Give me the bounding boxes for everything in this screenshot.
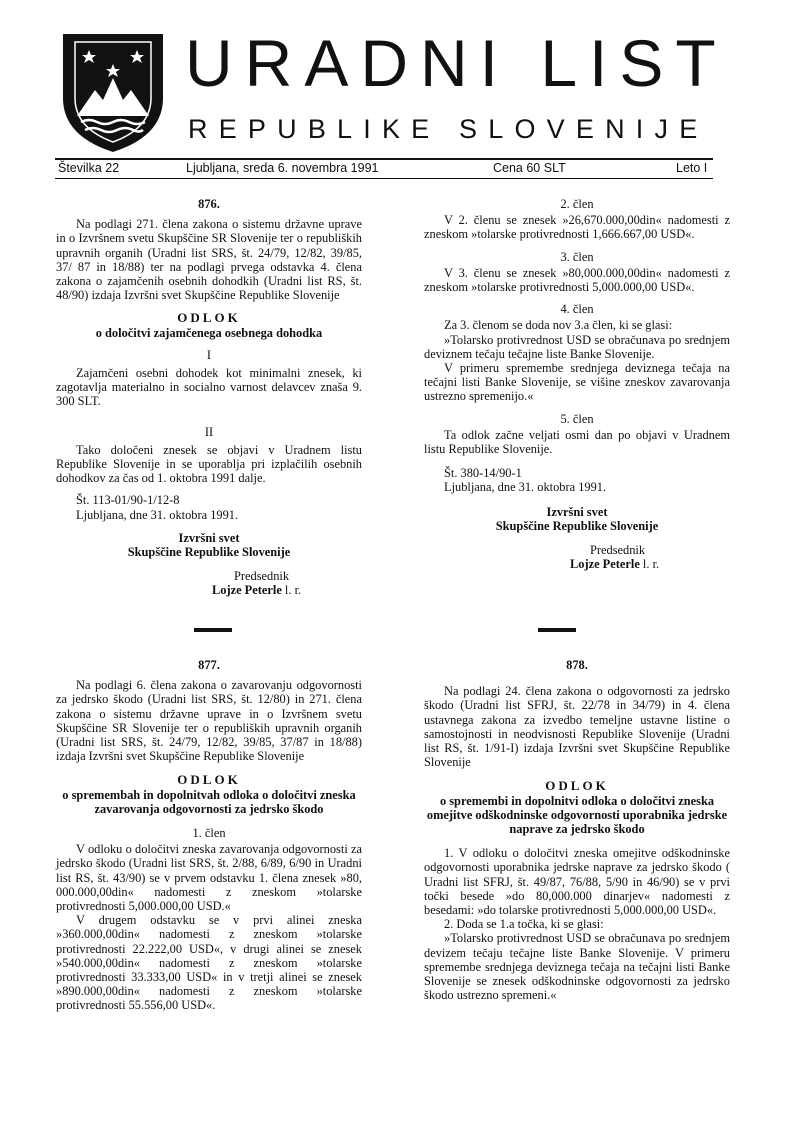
article-intro: Na podlagi 271. člena zakona o sistemu državne uprave in o Izvršnem svetu Skupščine SR Slovenije ter o republiških upravnih organih (Uradni list SRS, št. 24/79, 12/82, 39/85, 37/ 87 in 18/88) ter na podlagi prvega odstavka 4. člena zakona o zajamčenih osebnih dohodkih (Uradni list RS, št. 48/90) izdaja Izvršni svet Skupščine Republike Slovenije [56, 217, 362, 303]
masthead-rule-bottom [55, 178, 713, 179]
decree-title: o določitvi zajamčenega osebnega dohodka [95, 325, 323, 340]
article-clause-heading: 5. člen [560, 411, 594, 426]
article-intro: Na podlagi 6. člena zakona o zavarovanju odgovornosti za jedrsko škodo (Uradni list SRS, št. 12/80) in 271. člena zakona o sistemu državne uprave in o Izvršnem svetu Skupščine SR Slovenije ter o republiških upravnih organih (Uradni list SRS, št. 24/79, 12/82, 39/85, 37/87 in 18/88) izdaja Izvršni svet Skupščine Republike Slovenije [56, 678, 362, 764]
article-clause-heading: 2. člen [560, 197, 594, 211]
article-separator [194, 628, 232, 632]
signatory-suffix: l. r. [639, 557, 660, 572]
issue-place-date: Ljubljana, sreda 6. novembra 1991 [186, 161, 379, 175]
decree-title: o spremembah in dopolnitvah odloka o določitvi zneska zavarovanja odgovornosti za jedrsko škodo [62, 787, 356, 816]
issuer-line-1: Izvršni svet [546, 504, 608, 519]
section-text: Tako določeni znesek se objavi v Uradnem listu Republike Slovenije in se uporablja pri izplačilih osebnih dohodkov za čas od 1. oktobra 1991 dalje. [56, 442, 362, 486]
signatory-name: Lojze Peterle [212, 583, 282, 598]
decree-heading: ODLOK [177, 772, 241, 788]
decree-heading: ODLOK [545, 778, 609, 794]
clause-text: V 3. členu se znesek »80,000.000,00din« nadomesti z zneskom »tolarske protivrednosti 5,000.000,00 USD«. [424, 265, 730, 295]
clause-text: 2. Doda se 1.a točka, ki se glasi: [444, 917, 604, 932]
masthead-rule-top [55, 158, 713, 160]
section-number: I [206, 347, 212, 362]
article-number: 876. [198, 197, 220, 211]
issuer-line-2: Skupščine Republike Slovenije [127, 545, 291, 560]
clause-text: Za 3. členom se doda nov 3.a člen, ki se glasi: [444, 318, 673, 333]
article-877-continued [424, 197, 730, 571]
section-number: II [204, 424, 214, 439]
article-number: 878. [566, 658, 588, 672]
issue-number: Številka 22 [58, 161, 120, 175]
reference-number: Št. 113-01/90-1/12-8 [76, 493, 180, 508]
decree-title: o spremembi in dopolnitvi odloka o določitvi zneska omejitve odškodninske odgovornosti uporabnika jedrske naprave za jedrsko škodo [426, 793, 728, 837]
clause-text: V 2. členu se znesek »26,670.000,00din« nadomesti z zneskom »tolarske protivrednosti 1,666.667,00 USD«. [424, 213, 730, 242]
signatory [56, 583, 362, 597]
newspaper-title: URADNI LIST [185, 26, 728, 100]
signatory-role: Predsednik [590, 543, 646, 558]
article-clause-heading: 3. člen [560, 249, 594, 264]
decree-heading: ODLOK [177, 310, 241, 326]
article-separator [538, 628, 576, 632]
issue-year: Leto I [676, 161, 708, 175]
slovenia-coat-of-arms-icon [55, 28, 171, 156]
clause-text: V drugem odstavku se v prvi alinei zneska »360.000,00din« nadomesti z zneskom »tolarske protivrednosti 22.222,00 USD«, v drugi alinei se znesek »540.000,00din« nadomesti z zneskom »tolarske protivrednosti 33.333,00 USD« in v tretji alinei se znesek »890.000,00din« nadomesti z zneskom »tolarske protivrednosti 55.556,00 USD«. [56, 913, 362, 1013]
clause-text: »Tolarsko protivrednost USD se obračunava po srednjem deviznem tečaju tečajne liste Banke Slovenije. [424, 332, 730, 361]
article-number: 877. [198, 658, 220, 672]
article-clause-heading: 4. člen [560, 302, 594, 317]
issuer-line-2: Skupščine Republike Slovenije [495, 518, 659, 533]
signatory-name: Lojze Peterle [570, 557, 640, 572]
article-clause-heading: 1. člen [192, 826, 226, 841]
signatory-suffix: l. r. [281, 583, 302, 598]
newspaper-subtitle: REPUBLIKE SLOVENIJE [188, 114, 709, 144]
clause-text: V primeru spremembe srednjega deviznega tečaja na tečajni listi Banke Slovenije, se višine zneskov zavarovanja ustrezno spremenijo.« [424, 361, 730, 404]
section-text: Zajamčeni osebni dohodek kot minimalni znesek, ki zagotavlja materialno in socialno varnost delavcev znaša 9. 300 SLT. [56, 366, 362, 409]
clause-text: »Tolarsko protivrednost USD se obračunava po srednjem devizem tečaju tečajne liste Banke Slovenije. V primeru spremembe srednjega deviznega tečaja na tečajni listi Banke Slovenije se znesek odškodninske odgovornosti za jedrsko škodo ustrezno spremeni.« [424, 931, 730, 1003]
issue-date: Ljubljana, dne 31. oktobra 1991. [76, 507, 239, 522]
clause-text: 1. V odloku o določitvi zneska omejitve odškodninske odgovornosti uporabnika jedrske naprave za jedrsko škodo ( Uradni list SFRJ, št. 49/87, 76/88, 5/90 in 46/90) se v prvi točki besede »do 80,000.000 dinarjev« nadomesti z besedami: »do tolarske protivrednosti 5,000.000,00 USD«. [424, 846, 730, 918]
article-877 [56, 658, 362, 1013]
clause-text: V odloku o določitvi zneska zavarovanja odgovornosti za jedrsko škodo (Uradni list SRS, št. 2/88, 6/89, 6/90 in Uradni list RS, št. 43/90) se v prvem odstavku 1. člena znesek »80, 000.000,00din« nadomesti z zneskom »tolarske protivrednosti 5,000.000,00 USD.« [56, 842, 362, 914]
clause-text: Ta odlok začne veljati osmi dan po objavi v Uradnem listu Republike Slovenije. [424, 427, 730, 457]
article-intro: Na podlagi 24. člena zakona o odgovornosti za jedrsko škodo (Uradni list SFRJ, št. 22/78 in 34/79) in 4. člena ustavnega zakona za izvedbo temeljne ustavne listine o samostojnosti in neodvisnosti Republike Slovenije (Uradni list RS, št. 1/91-I) izdaja Izvršni svet Skupščine Republike Slovenije [424, 684, 730, 770]
issuer-line-1: Izvršni svet [178, 530, 240, 545]
reference-number: Št. 380-14/90-1 [444, 466, 522, 481]
article-876 [56, 197, 362, 598]
article-878 [424, 658, 730, 1002]
issue-price: Cena 60 SLT [493, 161, 566, 175]
signatory-role: Predsednik [234, 569, 290, 584]
issue-date: Ljubljana, dne 31. oktobra 1991. [444, 480, 607, 495]
signatory [424, 557, 730, 571]
